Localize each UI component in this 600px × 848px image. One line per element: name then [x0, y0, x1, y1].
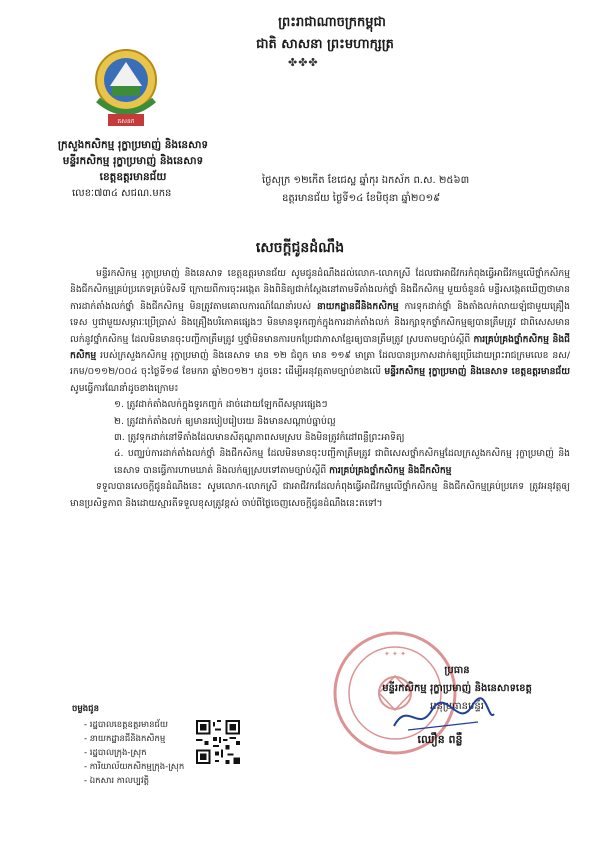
kingdom-heading: ព្រះរាជាណាចក្រកម្ពុជា	[278, 15, 386, 30]
cc-list	[72, 702, 202, 788]
svg-text:គសនក: គសនក	[117, 118, 135, 125]
instruction-text: ៤. បញ្ឈប់ការដាក់តាំងលក់ថ្នាំ និងជីកសិកម្ម ដែលមិនមានចុះបញ្ជីកាត្រឹមត្រូវ ជាពិសេសថ្នាំកសិកម្មដែលក្រសួងកសិកម្ម រុក្ខាប្រមាញ់ និងនេសាទ បានធ្វើការហាមឃាត់ និងលក់ឲ្យស្របទៅតាមច្បាប់ស្តីពី	[114, 448, 570, 476]
cc-recipient: - នាយកដ្ឋានជីនិងកសិកម្ម	[84, 732, 202, 746]
solar-date: ឧត្តរមានជ័យ ថ្ងៃទី១៤ ខែមិថុនា ឆ្នាំ២០១៩	[282, 193, 441, 204]
lunar-date: ថ្ងៃសុក្រ ១២កើត ខែជេស្ឋ ឆ្នាំកុរ ឯកស័ក ព.ស. ២៥៦៣	[262, 175, 470, 186]
signing-office: មន្ទីរកសិកម្ម រុក្ខាប្រមាញ់ និងនេសាទខេត្ត	[382, 683, 532, 694]
cc-recipient: - រដ្ឋបាលក្រុង-ស្រុក	[84, 746, 202, 760]
ministry-line-3: ខេត្តឧត្តរមានជ័យ	[99, 171, 167, 183]
cc-heading: ចម្លងជូន	[72, 704, 99, 714]
department-name: នាយកដ្ឋានជីនិងកសិកម្ម	[316, 300, 399, 312]
paragraph-main	[70, 266, 570, 397]
law-title: ការគ្រប់គ្រងថ្នាំកសិកម្ម និងជីកសិកម្ម	[329, 464, 452, 476]
qr-code[interactable]	[196, 720, 240, 764]
law-title: ការគ្រប់គ្រងថ្នាំកសិកម្ម និងជីកសិកម្ម	[70, 333, 570, 362]
instruction-item: ៣. ត្រូវទុកដាក់នៅទីតាំងដែលមានសីតុណ្ហភាពសមស្រប និងមិនត្រូវកំដៅពន្លឺព្រះអាទិត្យ	[114, 432, 405, 444]
national-motto: ជាតិ សាសនា ព្រះមហាក្សត្រ	[256, 37, 394, 52]
document-title: សេចក្តីជូនដំណឹង	[255, 240, 345, 256]
ministry-line-1: ក្រសួងកសិកម្ម រុក្ខាប្រមាញ់ និងនេសាទ	[57, 139, 209, 151]
cc-recipients	[72, 718, 202, 788]
instruction-item: ១. ត្រូវដាក់តាំងលក់ក្នុងទូរកញ្ចក់ ដាច់ដោយឡែកពីសម្ភារផ្សេងៗ	[114, 399, 328, 411]
header-ornament: ✤✤✤	[288, 56, 319, 69]
cc-recipient: - ឯកសារ កាលប្បវត្តិ	[84, 774, 202, 788]
for-director-label: ប្រធាន	[444, 665, 470, 676]
office-name: មន្ទីរកសិកម្ម រុក្ខាប្រមាញ់ និងនេសាទ ខេត្តឧត្តរមានជ័យ	[384, 366, 570, 378]
instruction-item: ២. ត្រូវដាក់តាំងលក់ ឲ្យមានរបៀបរៀបរយ និងមានសណ្តាប់ធ្នាប់ល្អ	[114, 415, 336, 427]
signer-name: ឈឿន ពន្លឺ	[417, 733, 463, 746]
deputy-label: អនុប្រធានមន្ទីរ	[430, 701, 484, 712]
paragraph-text: សូមធ្វើការណែនាំដូចខាងក្រោម៖	[70, 382, 179, 394]
paragraph-text: របស់ក្រសួងកសិកម្ម រុក្ខាប្រមាញ់ និងនេសាទ មាន ១២ ជំពូក មាន ១១៩ មាត្រា ដែលបានប្រកាសដាក់ឲ្យប្រើដោយព្រះរាជក្រមលេខ នស/រកម/០១១២/០០៤ ចុះថ្ងៃទី១៨ ខែមករា ឆ្នាំ២០១២។ ដូចនេះ ដើម្បីអនុវត្តតាមច្បាប់ខាងលើ	[70, 350, 570, 378]
ministry-block	[38, 137, 228, 185]
ministry-logo	[88, 40, 164, 140]
closing-paragraph: ទទួលបានសេចក្តីជូនដំណឹងនេះ សូមលោក-លោកស្រី ជាអាជីវករដែលកំពុងធ្វើអាជីវកម្មលើថ្នាំកសិកម្ម និងជីកសិកម្មគ្រប់ប្រភេទ ត្រូវអនុវត្តឲ្យមានប្រសិទ្ធភាព និងដោយស្មារតីទទួលខុសត្រូវខ្ពស់ ចាប់ពីថ្ងៃចេញសេចក្តីជូនដំណឹងនេះតទៅ។	[70, 481, 570, 509]
paragraph-text: ការទុកដាក់ថ្នាំ និងតាំងលក់លាយឡំជាមួយគ្រឿងទេស ឬជាមួយសម្ភារៈប្រើប្រាស់ និងគ្រឿងបរិភោគផ្សេងៗ មិនមានទូរកញ្ចក់ក្នុងការដាក់តាំងលក់ និងរក្សាទុកថ្នាំកសិកម្មឲ្យបានត្រឹមត្រូវ ជាពិសេសមានលក់នូវថ្នាំកសិកម្ម ដែលមិនមានចុះបញ្ជីកាត្រឹមត្រូវ ឬថ្នាំមិនមានការបកប្រែជាភាសាខ្មែរឲ្យបានត្រឹមត្រូវ ស្របតាមច្បាប់ស្តីពី	[70, 300, 571, 345]
date-block	[262, 172, 562, 208]
paragraph-text: មន្ទីរកសិកម្ម រុក្ខាប្រមាញ់ និងនេសាទ ខេត្តឧត្តរមានជ័យ សូមជូនដំណឹងដល់លោក-លោកស្រី ដែលជាអាជីវករកំពុងធ្វើអាជីវកម្មលើថ្នាំកសិកម្ម និងជីកសិកម្មគ្រប់ប្រភេទគ្រប់ទិសទី ក្រោយពីការចុះអង្កេត និងពិនិត្យជាក់ស្តែងនៅតាមទីតាំងលក់ថ្នាំ និងជីកសិកម្ម មួយចំនួនធំ មន្ទីរសង្កេតឃើញថាមានការដាក់តាំងលក់ថ្នាំ និងជីកសិកម្ម មិនត្រូវតាមគោលការណ៍ណែនាំរបស់	[70, 268, 570, 312]
cc-recipient: - ការិយាល័យកសិកម្មក្រុង-ស្រុក	[84, 760, 202, 774]
document-body	[70, 266, 570, 512]
svg-text:✦ ✦ ✦: ✦ ✦ ✦	[383, 650, 407, 658]
instruction-item-4	[70, 446, 570, 479]
cc-recipient: - រដ្ឋបាលខេត្តឧត្តរមានជ័យ	[84, 718, 202, 732]
reference-number: លេខៈ៧៣៤ សជណ.មកន	[72, 188, 172, 199]
ministry-line-2: មន្ទីរកសិកម្ម រុក្ខាប្រមាញ់ និងនេសាទ	[62, 155, 204, 167]
handwritten-signature	[388, 696, 498, 736]
